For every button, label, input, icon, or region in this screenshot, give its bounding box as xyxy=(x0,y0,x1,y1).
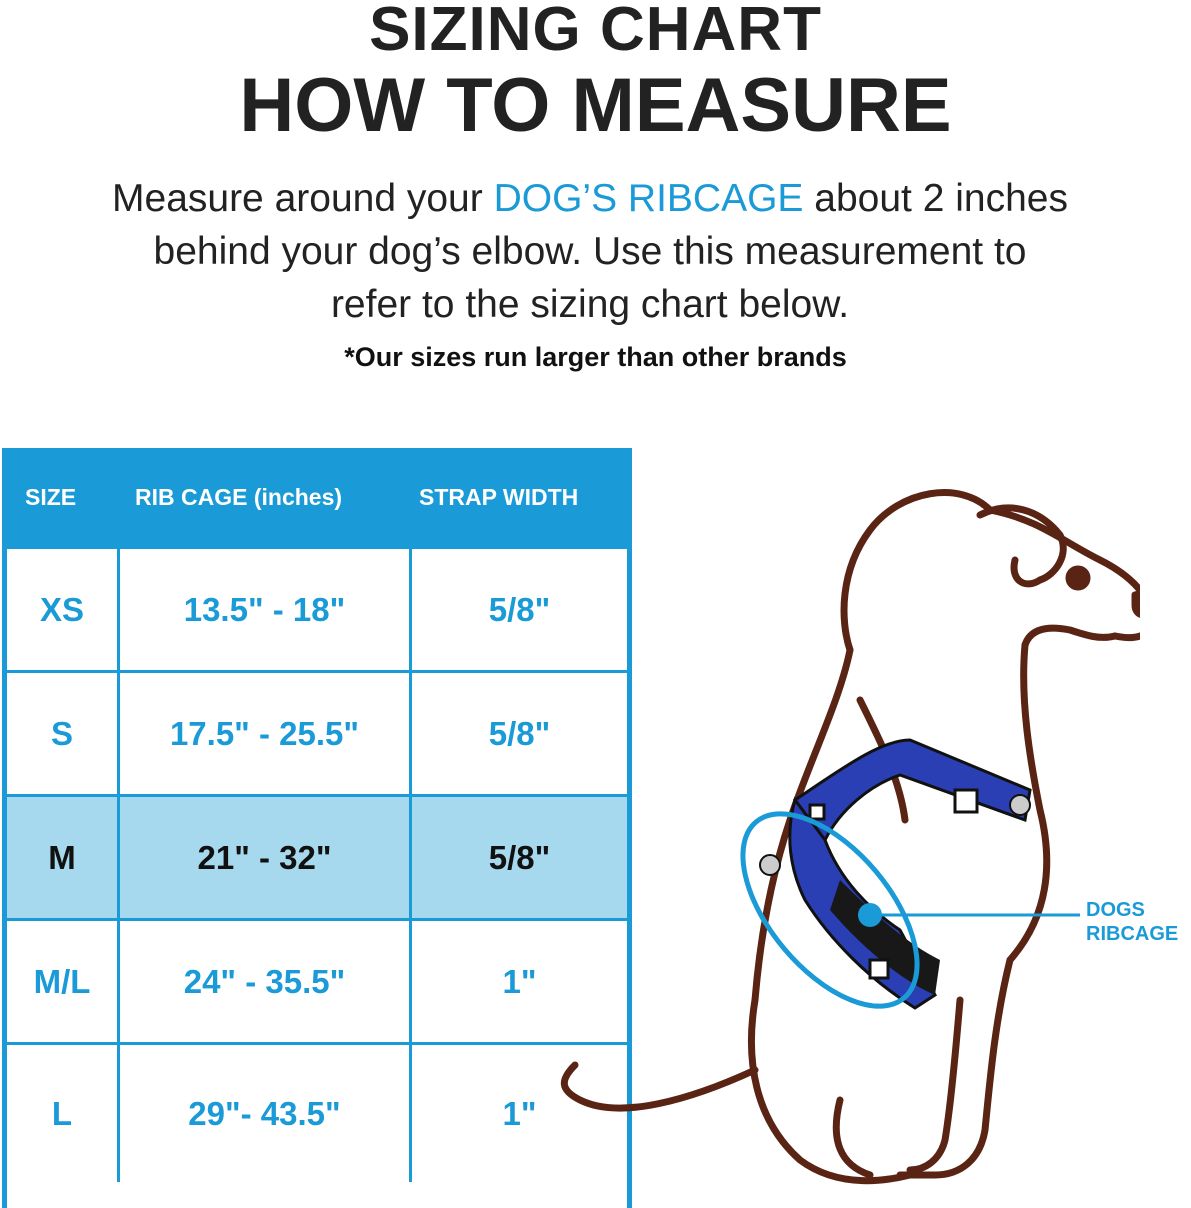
table-row xyxy=(7,670,627,794)
intro-line-3: refer to the sizing chart below. xyxy=(330,283,850,326)
title-how-to-measure: HOW TO MEASURE xyxy=(239,63,952,148)
strap-width-cell: 5/8" xyxy=(409,797,627,918)
intro-line-1-start: Measure around your xyxy=(112,177,494,220)
ribcage-label-line-2: RIBCAGE xyxy=(1086,923,1179,945)
size-cell: L xyxy=(51,1094,73,1132)
table-row-highlighted xyxy=(7,794,627,918)
intro-highlight: DOG’S RIBCAGE xyxy=(493,177,804,220)
table-header xyxy=(7,448,627,546)
dog-harness-illustration xyxy=(540,440,1140,1200)
size-cell: M xyxy=(48,838,76,876)
size-cell: M/L xyxy=(33,962,91,1000)
intro-line-1-end: about 2 inches xyxy=(803,177,1068,220)
strap-width-cell: 5/8" xyxy=(409,549,627,670)
intro-line-1 xyxy=(40,172,1140,225)
strap-width-cell: 1" xyxy=(409,1045,627,1182)
strap-width-cell: 5/8" xyxy=(409,673,627,794)
rib-cage-cell: 13.5" - 18" xyxy=(117,549,409,670)
header-strap-width: STRAP WIDTH xyxy=(419,484,579,510)
sizing-table xyxy=(2,448,632,1208)
intro-text xyxy=(40,172,1140,331)
intro-line-2: behind your dog’s elbow. Use this measurement to xyxy=(153,230,1027,273)
header-rib-cage: RIB CAGE (inches) xyxy=(135,484,343,510)
table-row xyxy=(7,918,627,1042)
rib-cage-cell: 21" - 32" xyxy=(117,797,409,918)
title-sizing-chart: SIZING CHART xyxy=(369,0,822,64)
ribcage-label-line-1: DOGS xyxy=(1086,899,1145,921)
size-cell: XS xyxy=(39,590,85,628)
ribcage-label xyxy=(1086,898,1178,946)
size-cell: S xyxy=(50,714,73,752)
dog-outline-icon xyxy=(564,493,1140,1181)
header-size: SIZE xyxy=(25,484,77,510)
rib-cage-cell: 24" - 35.5" xyxy=(117,921,409,1042)
rib-cage-cell: 17.5" - 25.5" xyxy=(117,673,409,794)
rib-cage-cell: 29"- 43.5" xyxy=(117,1045,409,1182)
table-row xyxy=(7,1042,627,1182)
table-row xyxy=(7,546,627,670)
strap-width-cell: 1" xyxy=(409,921,627,1042)
sizing-note: *Our sizes run larger than other brands xyxy=(344,342,847,372)
